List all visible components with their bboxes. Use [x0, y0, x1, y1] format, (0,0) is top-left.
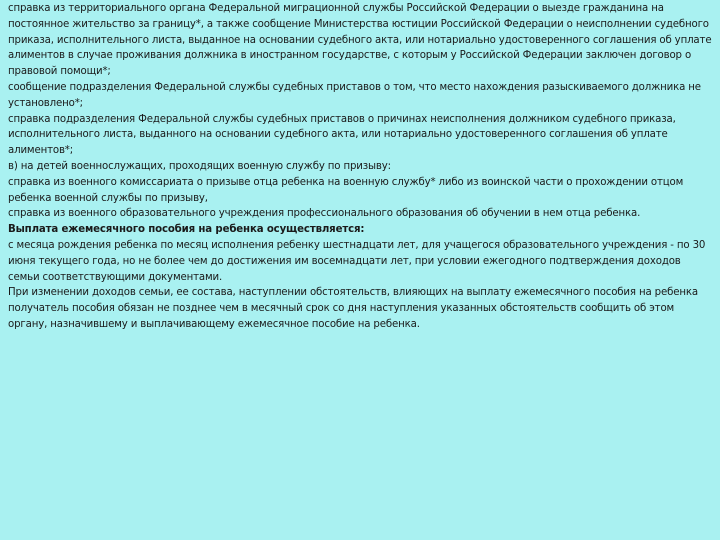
document-body	[8, 1, 714, 333]
paragraph-military-commissariat: справка из военного комиссариата о призыве отца ребенка на военную службу* либо из воинской части о прохождении отцом ребенка военной службы по призыву,	[8, 176, 684, 204]
paragraph-income-change: При изменении доходов семьи, ее состава, наступлении обстоятельств, влияющих на выплату ежемесячного пособия на ребенка получатель пособия обязан не позднее чем в месячный срок со дня наступления указанных обстоятельств сообщить об этом органу, назначившему и выплачивающему ежемесячное пособие на ребенка.	[8, 287, 698, 330]
paragraph-migration-certificate: справка из территориального органа Федеральной миграционной службы Российской Федерации о выезде гражданина на постоянное жительство за границу*, а также сообщение Министерства юстиции Российской Федерации о неисполнении судебного приказа, исполнительного листа, выданное на основании судебного акта, или нотариально удостоверенного соглашения об уплате алиментов в случае проживания должника в иностранном государстве, с которым у Российской Федерации заключен договор о правовой помощи*;	[8, 3, 712, 78]
paragraph-bailiff-location-notice: сообщение подразделения Федеральной службы судебных приставов о том, что место нахождения разыскиваемого должника не установлено*;	[8, 81, 701, 109]
paragraph-payment-heading: Выплата ежемесячного пособия на ребенка осуществляется:	[8, 224, 365, 236]
paragraph-military-children-heading: в) на детей военнослужащих, проходящих военную службу по призыву:	[8, 160, 391, 172]
paragraph-bailiff-non-execution: справка подразделения Федеральной службы судебных приставов о причинах неисполнения должником судебного приказа, исполнительного листа, выданного на основании судебного акта, или нотариально удостоверенного соглашения об уплате алиментов*;	[8, 113, 676, 157]
paragraph-payment-period: с месяца рождения ребенка по месяц исполнения ребенку шестнадцати лет, для учащегося образовательного учреждения - по 30 июня текущего года, но не более чем до достижения им восемнадцати лет, при условии ежегодного подтверждения доходов семьи соответствующими документами.	[8, 239, 706, 283]
paragraph-military-education: справка из военного образовательного учреждения профессионального образования об обучении в нем отца ребенка.	[8, 208, 641, 220]
